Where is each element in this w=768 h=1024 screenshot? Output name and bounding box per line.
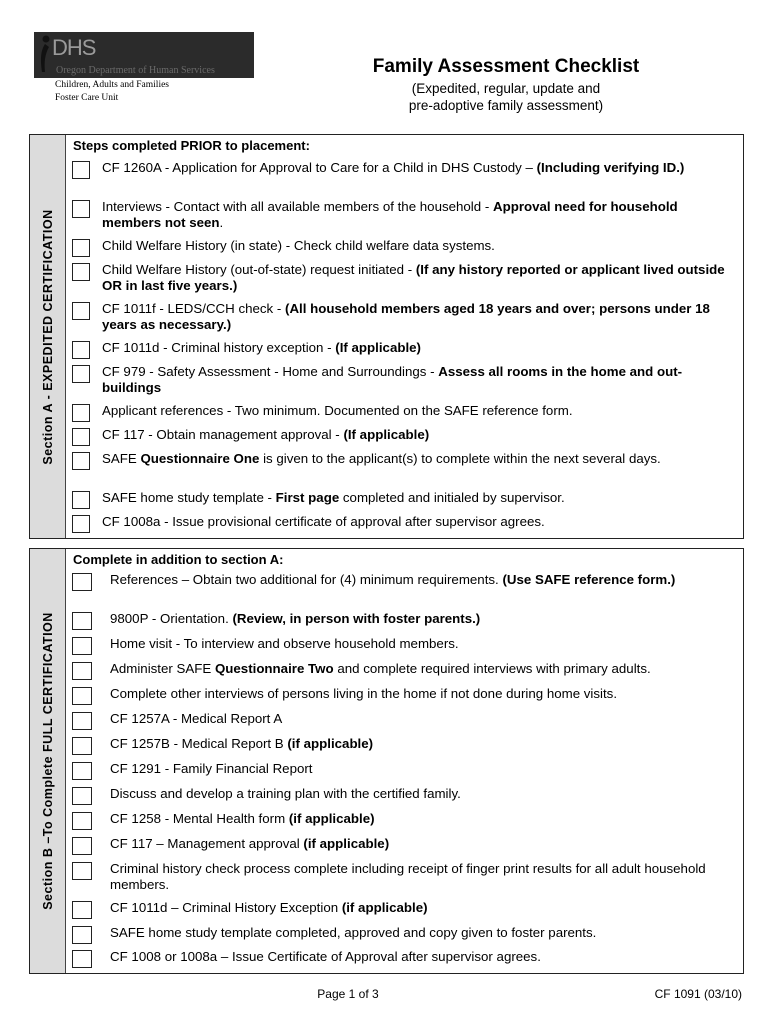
checklist-item-text xyxy=(110,949,735,965)
item-text: CF 1291 - Family Financial Report xyxy=(110,761,313,776)
checklist-item xyxy=(72,451,732,470)
checklist-item xyxy=(72,925,735,944)
item-text: CF 1008 or 1008a – Issue Certificate of Approval after supervisor agrees. xyxy=(110,949,541,964)
item-emphasis: Questionnaire Two xyxy=(214,661,334,676)
checklist-item xyxy=(72,811,735,830)
checklist-item-text xyxy=(102,364,732,396)
item-emphasis: (if applicable) xyxy=(287,736,374,751)
checklist-item xyxy=(72,301,732,333)
logo-organization: Oregon Department of Human Services xyxy=(56,65,215,76)
checkbox[interactable] xyxy=(72,239,90,257)
section-a-sidebar xyxy=(30,135,66,538)
checkbox[interactable] xyxy=(72,612,92,630)
item-text: CF 1011d – Criminal History Exception xyxy=(110,900,342,915)
checklist-item xyxy=(72,262,732,294)
item-text: CF 1258 - Mental Health form xyxy=(110,811,289,826)
item-emphasis: (Use SAFE reference form.) xyxy=(502,572,676,587)
section-a-content xyxy=(66,135,743,538)
checklist-item-text xyxy=(110,711,735,727)
checkbox[interactable] xyxy=(72,837,92,855)
checkbox[interactable] xyxy=(72,452,90,470)
section-a xyxy=(29,134,744,539)
item-text: References – Obtain two additional for (4) minimum requirements. xyxy=(110,572,503,587)
section-a-label: Section A - EXPEDITED CERTIFICATION xyxy=(40,208,55,465)
checklist-item-text xyxy=(102,514,732,530)
checklist-item-text xyxy=(110,925,735,941)
item-emphasis: (if applicable) xyxy=(341,900,428,915)
checklist-item xyxy=(72,761,735,780)
item-emphasis: Assess all rooms in the home and out-buildings xyxy=(102,364,683,395)
checkbox[interactable] xyxy=(72,901,92,919)
checklist-item-text xyxy=(110,636,735,652)
item-emphasis: (Review, in person with foster parents.) xyxy=(232,611,481,626)
checklist-item-text xyxy=(110,900,735,916)
checkbox[interactable] xyxy=(72,200,90,218)
item-emphasis: Approval need for household members not seen xyxy=(102,199,678,230)
item-text: CF 117 - Obtain management approval - xyxy=(102,427,344,442)
item-text: Complete other interviews of persons living in the home if not done during home visits. xyxy=(110,686,618,701)
checkbox[interactable] xyxy=(72,515,90,533)
document-subtitle xyxy=(330,80,682,114)
checkbox[interactable] xyxy=(72,662,92,680)
item-text: SAFE xyxy=(102,451,141,466)
checkbox[interactable] xyxy=(72,302,90,320)
checklist-item xyxy=(72,238,732,257)
person-figure-icon xyxy=(38,34,52,74)
item-text: Applicant references - Two minimum. Documented on the SAFE reference form. xyxy=(102,403,573,418)
unit-line-2: Foster Care Unit xyxy=(55,93,119,103)
checklist-item xyxy=(72,427,732,446)
section-b xyxy=(29,548,744,974)
item-text: 9800P - Orientation. xyxy=(110,611,233,626)
checkbox[interactable] xyxy=(72,341,90,359)
subtitle-line-2: pre-adoptive family assessment) xyxy=(408,98,604,113)
checklist-item-text xyxy=(102,403,732,419)
item-text: CF 1011f - LEDS/CCH check - xyxy=(102,301,286,316)
checklist-item xyxy=(72,861,735,893)
checklist-item xyxy=(72,611,735,630)
subtitle-line-1: (Expedited, regular, update and xyxy=(411,81,601,96)
checklist-item xyxy=(72,636,735,655)
checklist-item xyxy=(72,340,732,359)
item-text: SAFE home study template completed, approved and copy given to foster parents. xyxy=(110,925,597,940)
item-text: Home visit - To interview and observe household members. xyxy=(110,636,459,651)
checklist-item-text xyxy=(110,611,735,627)
checklist-item-text xyxy=(110,572,735,588)
checklist-item xyxy=(72,686,735,705)
item-emphasis: (If applicable) xyxy=(343,427,430,442)
page-number: Page 1 of 3 xyxy=(317,987,379,1001)
checklist-item-text xyxy=(110,761,735,777)
checklist-item xyxy=(72,490,732,509)
checkbox[interactable] xyxy=(72,862,92,880)
checkbox[interactable] xyxy=(72,404,90,422)
checklist-item xyxy=(72,403,732,422)
section-b-heading: Complete in addition to section A: xyxy=(73,552,284,567)
checkbox[interactable] xyxy=(72,950,92,968)
item-text: Criminal history check process complete including receipt of finger print results for all adult household members. xyxy=(110,861,706,892)
checklist-item-text xyxy=(110,811,735,827)
item-text-tail: and complete required interviews with primary adults. xyxy=(333,661,651,676)
item-emphasis: (if applicable) xyxy=(288,811,375,826)
checkbox[interactable] xyxy=(72,787,92,805)
checkbox[interactable] xyxy=(72,687,92,705)
checklist-item-text xyxy=(102,160,732,176)
checklist-item xyxy=(72,711,735,730)
checklist-item-text xyxy=(102,262,732,294)
checklist-item xyxy=(72,160,732,179)
item-text: SAFE home study template - xyxy=(102,490,276,505)
item-emphasis: First page xyxy=(275,490,340,505)
checklist-item-text xyxy=(102,451,732,467)
checkbox[interactable] xyxy=(72,491,90,509)
checkbox[interactable] xyxy=(72,762,92,780)
document-title: Family Assessment Checklist xyxy=(372,56,640,77)
checklist-item xyxy=(72,661,735,680)
item-emphasis: (All household members aged 18 years and over; persons under 18 years as necessary.) xyxy=(102,301,710,332)
unit-line-1: Children, Adults and Families xyxy=(55,80,169,90)
checklist-item-text xyxy=(110,836,735,852)
item-text: Interviews - Contact with all available members of the household - xyxy=(102,199,493,214)
item-emphasis: (Including verifying ID.) xyxy=(536,160,685,175)
item-text-tail: . xyxy=(219,215,224,230)
checklist-item xyxy=(72,572,735,591)
checklist-item xyxy=(72,900,735,919)
checkbox[interactable] xyxy=(72,737,92,755)
item-emphasis: Questionnaire One xyxy=(140,451,260,466)
item-text: CF 1257B - Medical Report B xyxy=(110,736,288,751)
checklist-item-text xyxy=(102,238,732,254)
checkbox[interactable] xyxy=(72,428,90,446)
item-emphasis: (If applicable) xyxy=(335,340,421,355)
checklist-item-text xyxy=(102,301,732,333)
checkbox[interactable] xyxy=(72,365,90,383)
checklist-item-text xyxy=(110,661,735,677)
item-text: CF 117 – Management approval xyxy=(110,836,304,851)
item-text-tail: completed and initialed by supervisor. xyxy=(339,490,565,505)
checklist-item xyxy=(72,736,735,755)
checklist-item xyxy=(72,786,735,805)
checkbox[interactable] xyxy=(72,161,90,179)
checklist-item-text xyxy=(102,340,732,356)
item-text: Child Welfare History (out-of-state) request initiated - xyxy=(102,262,416,277)
checklist-item-text xyxy=(102,427,732,443)
checkbox[interactable] xyxy=(72,712,92,730)
checkbox[interactable] xyxy=(72,926,92,944)
checkbox[interactable] xyxy=(72,263,90,281)
section-a-heading: Steps completed PRIOR to placement: xyxy=(73,138,310,153)
checklist-item-text xyxy=(102,199,732,231)
checklist-item xyxy=(72,949,735,968)
checklist-item-text xyxy=(110,786,735,802)
item-emphasis: (if applicable) xyxy=(303,836,390,851)
item-text: CF 1008a - Issue provisional certificate of approval after supervisor agrees. xyxy=(102,514,545,529)
section-b-label: Section B –To Complete FULL CERTIFICATION xyxy=(40,612,55,910)
checkbox[interactable] xyxy=(72,637,92,655)
item-text: Administer SAFE xyxy=(110,661,215,676)
checkbox[interactable] xyxy=(72,573,92,591)
section-b-sidebar xyxy=(30,549,66,973)
item-text: CF 1257A - Medical Report A xyxy=(110,711,283,726)
item-text: Child Welfare History (in state) - Check child welfare data systems. xyxy=(102,238,495,253)
dhs-logo xyxy=(34,32,254,78)
checklist-item xyxy=(72,364,732,396)
item-text: CF 1260A - Application for Approval to Care for a Child in DHS Custody – xyxy=(102,160,537,175)
checklist-item-text xyxy=(110,686,735,702)
checklist-item xyxy=(72,199,732,231)
section-b-content xyxy=(66,549,743,973)
logo-abbreviation: DHS xyxy=(52,35,96,60)
checklist-item-text xyxy=(110,861,735,893)
item-text: CF 979 - Safety Assessment - Home and Surroundings - xyxy=(102,364,439,379)
checklist-item xyxy=(72,836,735,855)
checklist-item-text xyxy=(102,490,732,506)
item-text: CF 1011d - Criminal history exception - xyxy=(102,340,336,355)
checklist-item xyxy=(72,514,732,533)
checklist-item-text xyxy=(110,736,735,752)
checkbox[interactable] xyxy=(72,812,92,830)
item-text-tail: is given to the applicant(s) to complete within the next several days. xyxy=(259,451,661,466)
item-text: Discuss and develop a training plan with the certified family. xyxy=(110,786,461,801)
item-emphasis: (If any history reported or applicant lived outside OR in last five years.) xyxy=(102,262,725,293)
form-number: CF 1091 (03/10) xyxy=(654,987,742,1001)
